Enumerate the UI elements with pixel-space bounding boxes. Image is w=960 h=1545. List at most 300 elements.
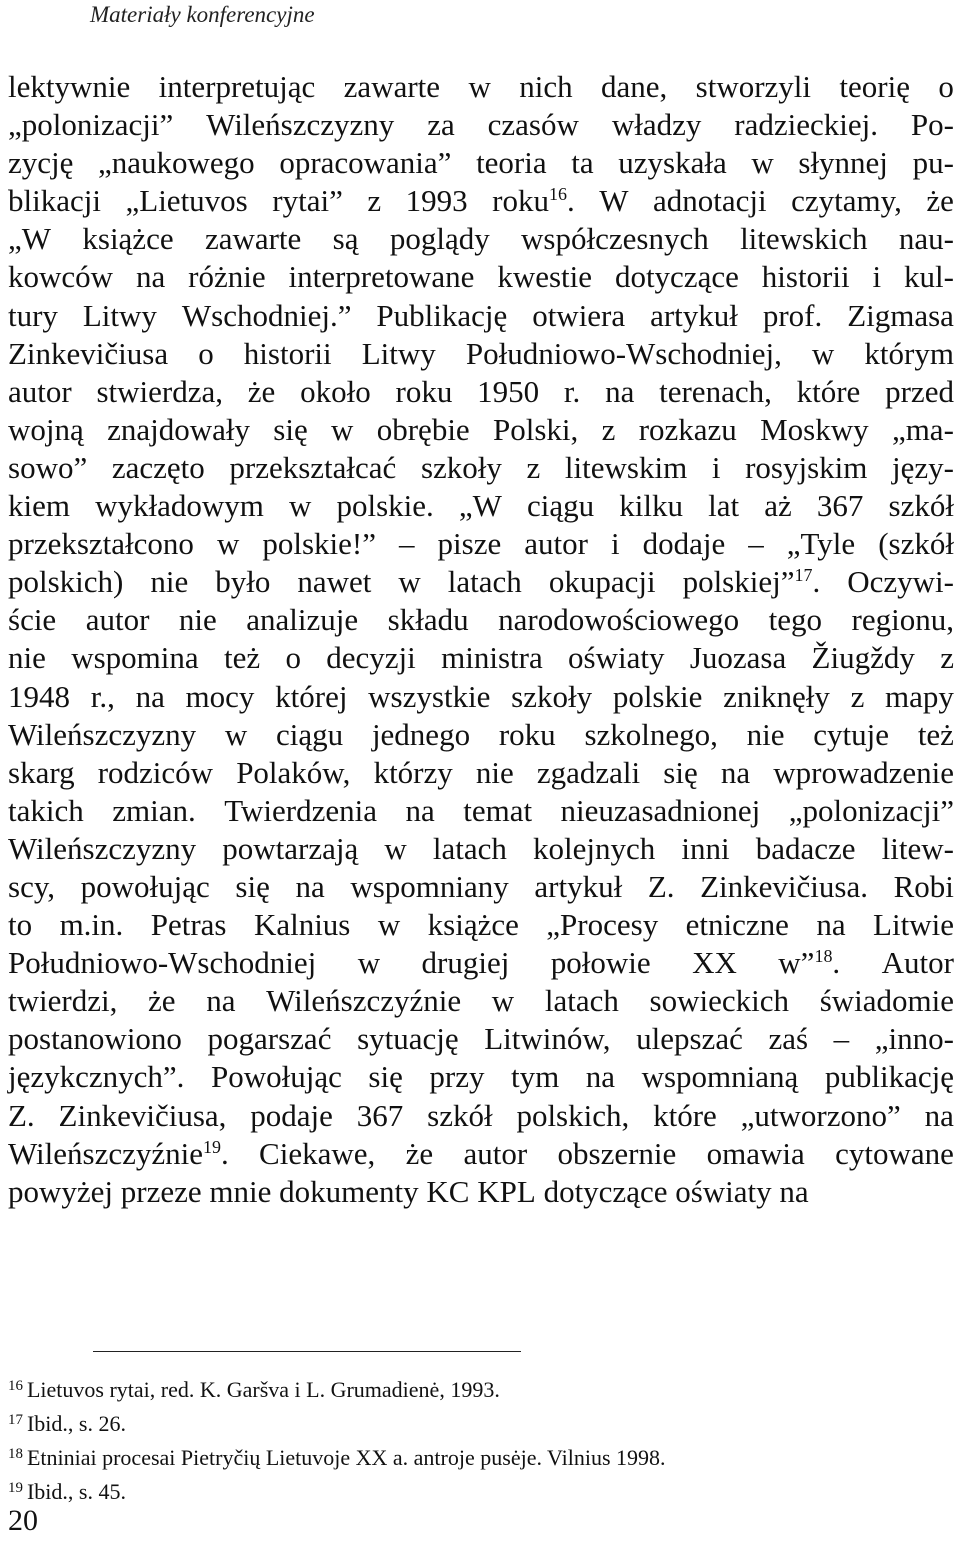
word: stwierdza, xyxy=(96,373,224,409)
word: się xyxy=(368,1059,403,1095)
word: to xyxy=(8,907,33,943)
word: różnie xyxy=(188,259,266,295)
word: r., xyxy=(90,678,115,714)
word: i xyxy=(711,449,721,485)
word: obszernie xyxy=(557,1135,677,1171)
word: połowie xyxy=(550,945,651,981)
word: Z. xyxy=(647,868,675,904)
word: którzy xyxy=(373,754,453,790)
body-line xyxy=(8,982,954,1020)
word: „polonizacji” xyxy=(8,107,174,143)
word: m.in. xyxy=(59,907,124,943)
word: 367 xyxy=(816,488,864,524)
footnote xyxy=(8,1475,948,1509)
word: Litwy xyxy=(82,297,157,333)
body-text xyxy=(8,68,954,1211)
word: teoria xyxy=(476,145,547,181)
word: obrębie xyxy=(376,411,470,447)
word: dane, xyxy=(600,69,668,104)
word: czytamy, xyxy=(791,183,902,219)
footnote-ref: 16 xyxy=(548,184,567,205)
word: w xyxy=(384,830,407,866)
word: „polonizacji” xyxy=(788,792,954,828)
body-line xyxy=(8,297,954,335)
body-line xyxy=(8,754,954,792)
word: ta xyxy=(571,145,594,181)
word: językcznych”. xyxy=(8,1059,185,1095)
word: kiem xyxy=(8,488,70,524)
word: autor xyxy=(85,602,150,638)
word: w xyxy=(751,145,774,181)
word: historii xyxy=(243,335,332,371)
body-line xyxy=(8,258,954,296)
word: tym xyxy=(511,1059,560,1095)
word: z xyxy=(850,678,865,714)
word: które xyxy=(796,373,861,409)
word: i xyxy=(872,259,882,295)
word: ciągu xyxy=(276,716,344,752)
word: Juozasa xyxy=(689,640,787,676)
word: z xyxy=(601,411,616,447)
word: Wileńszczyźnie xyxy=(266,983,462,1019)
body-line xyxy=(8,182,954,220)
body-line xyxy=(8,639,954,677)
word: że xyxy=(405,1135,434,1171)
word: za xyxy=(427,107,455,143)
word: wspomnianą xyxy=(641,1059,799,1095)
word: „ma- xyxy=(891,411,954,447)
footnote-ref: 17 xyxy=(794,565,813,586)
word: terenach, xyxy=(659,373,772,409)
word: że xyxy=(247,373,276,409)
word: kul- xyxy=(904,259,954,295)
word: w xyxy=(224,716,248,752)
word: w xyxy=(468,69,491,104)
word: wspomniany xyxy=(350,868,509,904)
body-line xyxy=(8,487,954,525)
footnote-text: Ibid., s. 26. xyxy=(26,1411,126,1436)
word: wspomina xyxy=(71,640,199,676)
word: polskiej”$^{17}$. xyxy=(682,564,821,600)
word: autor xyxy=(524,526,588,562)
word: na xyxy=(206,983,236,1019)
word: ministra xyxy=(441,640,543,676)
word: się xyxy=(273,411,308,447)
word: Polaków, xyxy=(236,754,351,790)
footnote-separator xyxy=(93,1351,521,1352)
word: analizuje xyxy=(246,602,359,638)
word: Zinkevičiusa, xyxy=(58,1097,227,1133)
footnote xyxy=(8,1441,948,1475)
word: drugiej xyxy=(421,945,510,981)
word: zgadzali xyxy=(536,754,641,790)
footnote xyxy=(8,1407,948,1441)
body-line xyxy=(8,1135,954,1173)
word: na xyxy=(405,792,435,828)
word: czasów xyxy=(487,107,579,143)
word: dodaje xyxy=(642,526,726,562)
word: r. xyxy=(563,373,581,409)
word: KPL xyxy=(477,1173,536,1209)
body-line xyxy=(8,220,954,258)
word: rozkazu xyxy=(638,411,737,447)
body-line xyxy=(8,1173,954,1211)
word: na xyxy=(924,1097,954,1133)
word: twierdzi, xyxy=(8,983,118,1019)
word: Oczywi- xyxy=(847,564,954,600)
word: polskich) xyxy=(8,564,124,600)
word: – xyxy=(748,526,764,562)
word: sowieckich xyxy=(649,983,790,1019)
word: Wileńszczyzny xyxy=(8,830,197,866)
word: że xyxy=(148,983,176,1019)
word: regionu, xyxy=(851,602,954,638)
word: szkół xyxy=(427,1097,493,1133)
word: Polski, xyxy=(493,411,579,447)
word: Wileńszczyzny xyxy=(8,716,197,752)
word: Litwinów, xyxy=(484,1021,611,1057)
word: Zigmasa xyxy=(847,297,954,333)
word: języ- xyxy=(891,449,954,485)
word: w xyxy=(491,983,515,1019)
word: lektywnie xyxy=(8,69,131,104)
word: przeze xyxy=(120,1173,202,1209)
word: „W xyxy=(458,488,502,524)
word: szkolnego, xyxy=(584,716,718,752)
word: o xyxy=(285,640,301,676)
word: kilku xyxy=(619,488,684,524)
word: książce xyxy=(427,907,519,943)
page-number: 20 xyxy=(8,1504,38,1537)
word: słynnej xyxy=(798,145,888,181)
word: Wileńszczyzny xyxy=(206,107,395,143)
word: na xyxy=(135,259,166,295)
word: 1948 xyxy=(8,678,70,714)
word: 1950 xyxy=(477,373,540,409)
word: w xyxy=(357,945,381,981)
word: decyzji xyxy=(326,640,416,676)
word: adnotacji xyxy=(653,183,767,219)
word: na xyxy=(605,373,635,409)
word: prof. xyxy=(762,297,823,333)
word: Z. xyxy=(8,1097,35,1133)
word: zycję xyxy=(8,145,74,181)
word: roku xyxy=(498,716,556,752)
word: latach xyxy=(544,983,619,1019)
word: Twierdzenia xyxy=(224,792,377,828)
word: na xyxy=(816,907,846,943)
word: nie xyxy=(178,602,217,638)
word: (szkół xyxy=(878,526,954,562)
word: ulepszać xyxy=(636,1021,743,1057)
word: w xyxy=(288,488,312,524)
footnote-text: Lietuvos rytai, red. K. Garšva i L. Grumadienė, 1993. xyxy=(26,1377,500,1402)
footnotes xyxy=(8,1373,948,1509)
word: przy xyxy=(429,1059,485,1095)
word: książce xyxy=(82,221,174,257)
word: Robi xyxy=(893,868,954,904)
body-line xyxy=(8,411,954,449)
word: blikacji xyxy=(8,183,101,219)
word: nie xyxy=(475,754,514,790)
word: rosyjskim xyxy=(745,449,868,485)
word: latach xyxy=(432,830,507,866)
word: z xyxy=(940,640,954,676)
word: powtarzają xyxy=(222,830,359,866)
word: świadomie xyxy=(819,983,954,1019)
word: temat xyxy=(463,792,533,828)
word: opracowania” xyxy=(279,145,452,181)
word: na xyxy=(720,754,751,790)
word: i xyxy=(610,526,620,562)
word: Litwy xyxy=(361,335,436,371)
word: znajdowały xyxy=(107,411,250,447)
word: którym xyxy=(864,335,954,371)
word: mapy xyxy=(885,678,954,714)
word: 367 xyxy=(356,1097,404,1133)
word: Powołując xyxy=(210,1059,342,1095)
word: w xyxy=(398,564,421,600)
word: nie xyxy=(8,640,46,676)
body-line xyxy=(8,716,954,754)
word: W xyxy=(599,183,629,219)
footnote xyxy=(8,1373,948,1407)
word: na xyxy=(585,1059,616,1095)
running-header: Materiały konferencyjne xyxy=(90,2,315,27)
word: kolejnych xyxy=(533,830,656,866)
word: wojną xyxy=(8,411,84,447)
word: nie xyxy=(746,716,785,752)
word: w xyxy=(331,411,354,447)
word: „W xyxy=(8,221,52,257)
word: scy, xyxy=(8,868,56,904)
word: z xyxy=(526,449,541,485)
word: około xyxy=(300,373,371,409)
word: na xyxy=(779,1173,809,1209)
word: Petras xyxy=(150,907,227,943)
word: polskie!” xyxy=(262,526,376,562)
body-line xyxy=(8,144,954,182)
word: wszystkie xyxy=(368,678,491,714)
footnote-ref: 19 xyxy=(202,1136,221,1157)
word: powołując xyxy=(80,868,210,904)
body-line xyxy=(8,1097,954,1135)
word: sowo” xyxy=(8,449,88,485)
word: postanowiono xyxy=(8,1021,182,1057)
word: historii xyxy=(761,259,850,295)
word: „Procesy xyxy=(546,907,659,943)
word: autor xyxy=(8,373,72,409)
word: Zinkevičiusa xyxy=(8,335,169,371)
word: teorię xyxy=(839,69,910,104)
footnote-number: 17 xyxy=(8,1411,23,1428)
word: Ciekawe, xyxy=(259,1135,376,1171)
word: „Lietuvos xyxy=(125,183,248,219)
word: latach xyxy=(447,564,522,600)
word: „inno- xyxy=(874,1021,954,1057)
word: cytowane xyxy=(835,1135,954,1171)
word: polskie xyxy=(612,678,703,714)
word: w xyxy=(377,907,401,943)
word: oświaty xyxy=(675,1173,772,1209)
body-line xyxy=(8,525,954,563)
word: oświaty xyxy=(568,640,665,676)
word: okupacji xyxy=(548,564,656,600)
body-line xyxy=(8,868,954,906)
word: nau- xyxy=(898,221,954,257)
word: szkoły xyxy=(420,449,502,485)
word: się xyxy=(235,868,270,904)
word: pogarszać xyxy=(207,1021,332,1057)
word: – xyxy=(399,526,415,562)
body-line xyxy=(8,906,954,944)
word: na xyxy=(295,868,325,904)
word: które xyxy=(653,1097,717,1133)
word: publikację xyxy=(824,1059,954,1095)
word: szkół xyxy=(888,488,954,524)
word: etniczne xyxy=(685,907,789,943)
word: dokumenty xyxy=(279,1173,419,1209)
word: szkoły xyxy=(511,678,593,714)
body-line xyxy=(8,373,954,411)
body-line xyxy=(8,944,954,982)
word: litewskim xyxy=(564,449,688,485)
body-line xyxy=(8,830,954,868)
word: tury xyxy=(8,297,58,333)
word: wprowadzenie xyxy=(773,754,954,790)
word: składu xyxy=(387,602,469,638)
word: o xyxy=(938,69,954,104)
word: podaje xyxy=(250,1097,333,1133)
word: też xyxy=(917,716,954,752)
word: w xyxy=(811,335,835,371)
word: roku$^{16}$. xyxy=(492,183,575,219)
word: Litwie xyxy=(873,907,954,943)
word: interpretowane xyxy=(288,259,475,295)
footnote-number: 19 xyxy=(8,1479,23,1496)
word: otwiera xyxy=(532,297,626,333)
word: nawet xyxy=(297,564,372,600)
word: o xyxy=(198,335,214,371)
word: uzyskała xyxy=(618,145,727,181)
word: radzieckiej. xyxy=(734,107,878,143)
word: badacze xyxy=(755,830,856,866)
word: ciągu xyxy=(527,488,595,524)
word: nich xyxy=(519,69,573,104)
word: zaś xyxy=(768,1021,809,1057)
word: pisze xyxy=(437,526,502,562)
word: której xyxy=(275,678,348,714)
word: się xyxy=(663,754,698,790)
word: wykładowym xyxy=(95,488,264,524)
body-line xyxy=(8,792,954,830)
word: zmian. xyxy=(112,792,196,828)
word: tego xyxy=(768,602,823,638)
footnote-text: Etniniai procesai Pietryčių Lietuvoje XX a. antroje pusėje. Vilnius 1998. xyxy=(26,1445,666,1470)
body-line xyxy=(8,1020,954,1058)
word: omawia xyxy=(706,1135,805,1171)
body-line xyxy=(8,563,954,601)
word: aż xyxy=(764,488,792,524)
word: dotyczące xyxy=(543,1173,668,1209)
word: nie xyxy=(150,564,189,600)
word: przekształcono xyxy=(8,526,194,562)
word: Południowo-Wschodniej, xyxy=(465,335,782,371)
word: polskie. xyxy=(336,488,434,524)
word: nieuzasadnionej xyxy=(560,792,761,828)
word: Publikację xyxy=(376,297,508,333)
footnote-text: Ibid., s. 45. xyxy=(26,1479,126,1504)
word: zawarte xyxy=(204,221,302,257)
body-line xyxy=(8,68,954,106)
word: KC xyxy=(426,1173,470,1209)
word: rodziców xyxy=(97,754,214,790)
word: cytuje xyxy=(813,716,890,752)
word: przed xyxy=(885,373,954,409)
word: stworzyli xyxy=(695,69,812,104)
word: mocy xyxy=(185,678,255,714)
word: w”$^{18}$. xyxy=(778,945,841,981)
word: na xyxy=(135,678,165,714)
word: Wileńszczyźnie$^{19}$. xyxy=(8,1135,229,1171)
word: dotyczące xyxy=(614,259,739,295)
word: Moskwy xyxy=(760,411,869,447)
word: kowców xyxy=(8,259,114,295)
word: Wschodniej.” xyxy=(181,297,352,333)
footnote-ref: 18 xyxy=(814,946,833,967)
word: że xyxy=(926,183,954,219)
word: polskich, xyxy=(516,1097,630,1133)
word: Po- xyxy=(910,107,954,143)
word: rytai” xyxy=(272,183,343,219)
word: – xyxy=(833,1021,850,1057)
word: Południowo-Wschodniej xyxy=(8,945,317,981)
word: roku xyxy=(395,373,453,409)
body-line xyxy=(8,335,954,373)
footnote-number: 16 xyxy=(8,1377,23,1394)
footnote-number: 18 xyxy=(8,1445,23,1462)
word: przekształcać xyxy=(229,449,397,485)
word: „naukowego xyxy=(98,145,255,181)
word: poglądy xyxy=(389,221,490,257)
word: narodowościowego xyxy=(498,602,740,638)
word: zawarte xyxy=(343,69,441,104)
word: skarg xyxy=(8,754,75,790)
word: ście xyxy=(8,602,57,638)
word: autor xyxy=(463,1135,528,1171)
word: Zinkevičiusa. xyxy=(700,868,868,904)
word: kwestie xyxy=(497,259,593,295)
word: inni xyxy=(681,830,730,866)
word: Autor xyxy=(881,945,954,981)
word: zaczęto xyxy=(111,449,205,485)
word: są xyxy=(332,221,359,257)
word: zniknęły xyxy=(723,678,830,714)
word: jednego xyxy=(371,716,471,752)
word: pu- xyxy=(912,145,954,181)
body-line xyxy=(8,678,954,716)
word: „utworzono” xyxy=(740,1097,901,1133)
word: z xyxy=(367,183,382,219)
word: Žiugždy xyxy=(811,640,915,676)
word: było xyxy=(215,564,271,600)
word: artykuł xyxy=(650,297,738,333)
word: litewskich xyxy=(740,221,868,257)
word: takich xyxy=(8,792,84,828)
word: Kalnius xyxy=(253,907,351,943)
word: władzy xyxy=(611,107,702,143)
body-line xyxy=(8,106,954,144)
